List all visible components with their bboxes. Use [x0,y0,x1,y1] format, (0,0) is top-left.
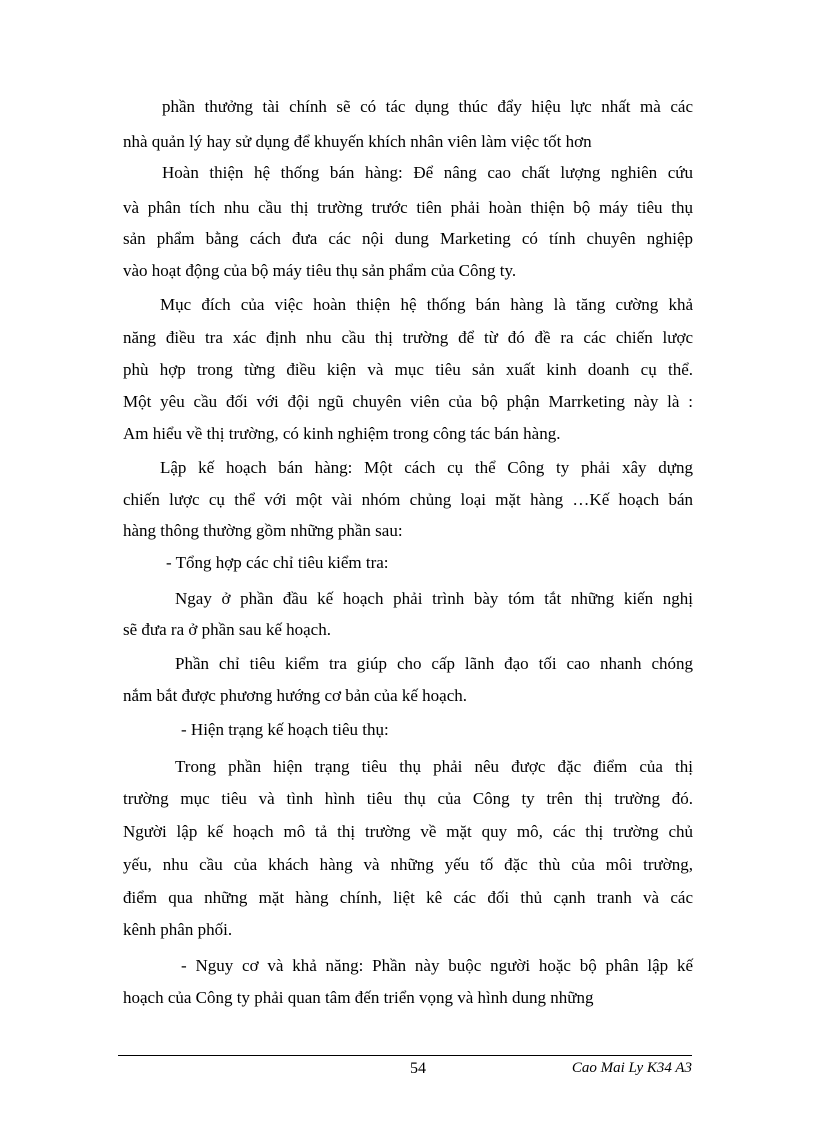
body-line: sản phẩm bằng cách đưa các nội dung Marketing có tính chuyên nghiệp [123,229,693,248]
body-line: trường mục tiêu và tình hình tiêu thụ của Công ty trên thị trường đó. [123,789,693,808]
body-line: kênh phân phối. [123,920,233,939]
body-line: chiến lược cụ thể với một vài nhóm chủng loại mặt hàng …Kế hoạch bán [123,490,693,509]
body-line: vào hoạt động của bộ máy tiêu thụ sản phẩm của Công ty. [123,261,517,280]
body-line: Trong phần hiện trạng tiêu thụ phải nêu được đặc điểm của thị [175,757,693,776]
body-line: Hoàn thiện hệ thống bán hàng: Để nâng cao chất lượng nghiên cứu [162,163,693,182]
section-heading: - Nguy cơ và khả năng: Phần này buộc người hoặc bộ phân lập kế [181,956,693,975]
section-heading: - Tổng hợp các chỉ tiêu kiểm tra: [166,553,389,572]
body-line: năng điều tra xác định nhu cầu thị trường để từ đó đề ra các chiến lược [123,328,693,347]
body-line: nắm bắt được phương hướng cơ bản của kế hoạch. [123,686,468,705]
body-line: Mục đích của việc hoàn thiện hệ thống bán hàng là tăng cường khả [160,295,693,314]
body-line: hoạch của Công ty phải quan tâm đến triển vọng và hình dung những [123,988,594,1007]
body-line: phần thưởng tài chính sẽ có tác dụng thúc đẩy hiệu lực nhất mà các [162,97,693,116]
body-line: Lập kế hoạch bán hàng: Một cách cụ thể Công ty phải xây dựng [160,458,693,477]
body-line: và phân tích nhu cầu thị trường trước tiên phải hoàn thiện bộ máy tiêu thụ [123,198,693,217]
body-line: Một yêu cầu đối với đội ngũ chuyên viên của bộ phận Marrketing này là : [123,392,693,411]
body-line: Người lập kế hoạch mô tả thị trường về mặt quy mô, các thị trường chủ [123,822,693,841]
body-line: Ngay ở phần đầu kế hoạch phải trình bày tóm tắt những kiến nghị [175,589,693,608]
body-line: Phần chỉ tiêu kiểm tra giúp cho cấp lãnh đạo tối cao nhanh chóng [175,654,693,673]
body-line: hàng thông thường gồm những phần sau: [123,521,403,540]
body-line: điểm qua những mặt hàng chính, liệt kê các đối thủ cạnh tranh và các [123,888,693,907]
body-line: sẽ đưa ra ở phần sau kế hoạch. [123,620,331,639]
footer-rule [118,1055,692,1056]
body-line: Am hiểu về thị trường, có kinh nghiệm trong công tác bán hàng. [123,424,561,443]
page-number: 54 [410,1060,426,1077]
body-line: nhà quản lý hay sử dụng để khuyến khích nhân viên làm việc tốt hơn [123,132,592,151]
footer-author: Cao Mai Ly K34 A3 [571,1060,692,1076]
body-line: phù hợp trong từng điều kiện và mục tiêu sản xuất kinh doanh cụ thể. [123,360,693,379]
body-line: yếu, nhu cầu của khách hàng và những yếu tố đặc thù của môi trường, [123,855,693,874]
section-heading: - Hiện trạng kế hoạch tiêu thụ: [181,720,389,739]
